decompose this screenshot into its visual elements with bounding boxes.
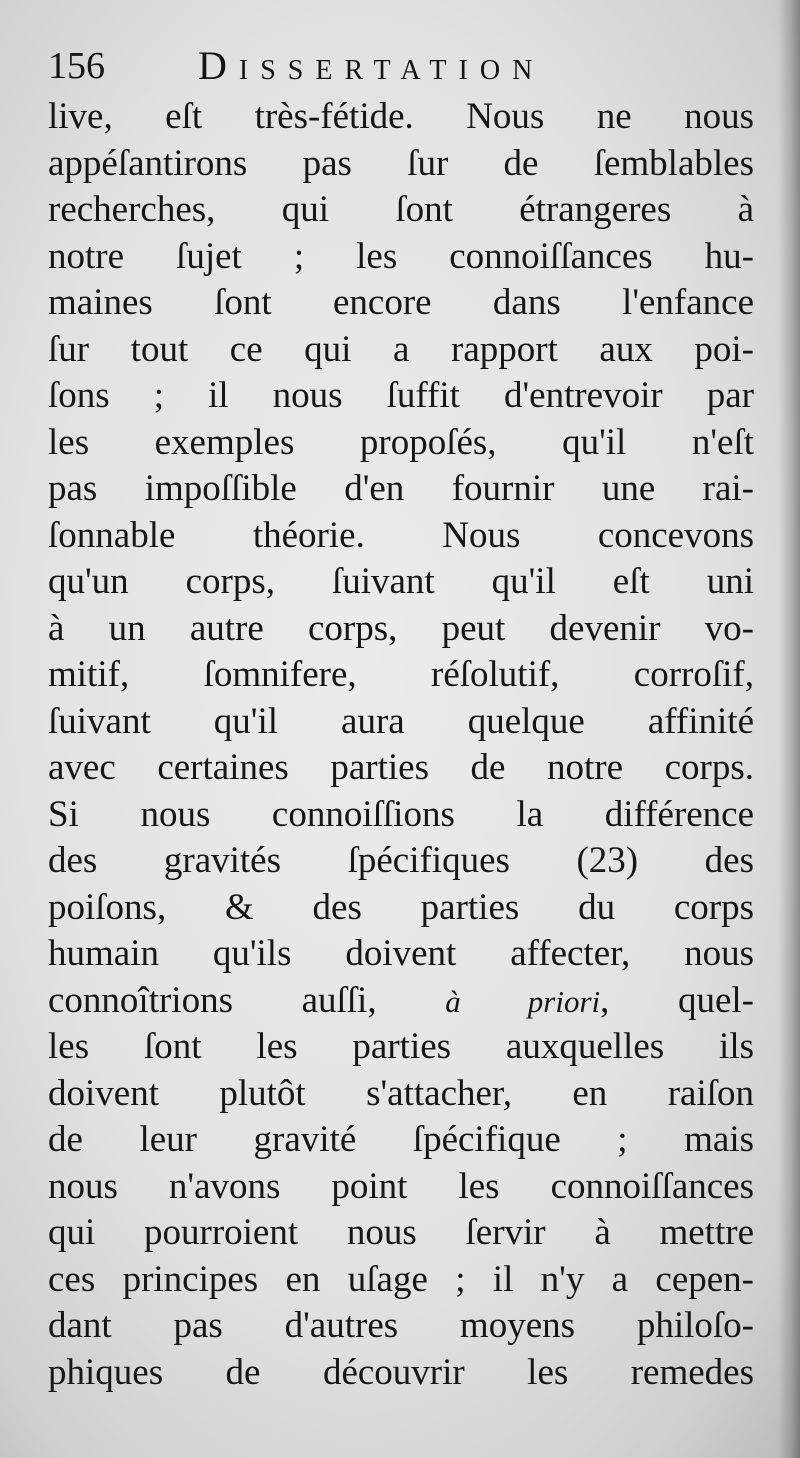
text-line: de leur gravité ſpécifique ; mais [48, 1119, 754, 1160]
text-line: humain qu'ils doivent affecter, nous [48, 933, 754, 974]
text-line: ſuivant qu'il aura quelque affinité [48, 700, 754, 742]
text-line: ſonnable théorie. Nous concevons [48, 514, 754, 556]
page-header [48, 38, 748, 94]
running-title: Dissertation [198, 43, 545, 88]
text-line: nous n'avons point les connoiſſances [48, 1165, 754, 1207]
text-line: dant pas d'autres moyens philoſo- [48, 1305, 754, 1346]
page-edge-shadow [778, 0, 800, 1458]
text-line: notre ſujet ; les connoiſſances hu- [48, 235, 754, 277]
text-line: appéſantirons pas ſur de ſemblables [48, 142, 754, 184]
text-line: recherches, qui ſont étrangeres à [48, 189, 754, 230]
text-line: phiques de découvrir les remedes [48, 1351, 754, 1393]
text-line: live, eſt très-fétide. Nous ne nous [48, 96, 754, 137]
text-line: ſons ; il nous ſuffit d'entrevoir par [48, 375, 754, 416]
text-line: poiſons, & des parties du corps [48, 886, 754, 928]
body-text [48, 94, 754, 1396]
text-line: les ſont les parties auxquelles ils [48, 1026, 754, 1067]
text-line: qui pourroient nous ſervir à mettre [48, 1212, 754, 1253]
line-text-after: , quel- [600, 979, 755, 1021]
text-line: ſur tout ce qui a rapport aux poi- [48, 328, 754, 370]
text-line: les exemples propoſés, qu'il n'eſt [48, 421, 754, 463]
italic-phrase: à priori [445, 983, 601, 1019]
text-line: à un autre corps, peut devenir vo- [48, 607, 754, 649]
text-line: des gravités ſpécifiques (23) des [48, 840, 754, 881]
text-line: avec certaines parties de notre corps. [48, 747, 754, 788]
text-line: mitif, ſomnifere, réſolutif, corroſif, [48, 654, 754, 695]
page-number: 156 [48, 45, 105, 87]
text-line-with-italic [48, 978, 754, 1025]
line-text-before: connoîtrions auſſi, [48, 979, 446, 1021]
text-line: pas impoſſible d'en fournir une rai- [48, 468, 754, 509]
text-line: Si nous connoiſſions la différence [48, 793, 754, 835]
text-line: ces principes en uſage ; il n'y a cepen- [48, 1258, 754, 1300]
text-line: doivent plutôt s'attacher, en raiſon [48, 1072, 754, 1114]
text-line: maines ſont encore dans l'enfance [48, 282, 754, 323]
text-line: qu'un corps, ſuivant qu'il eſt uni [48, 561, 754, 602]
